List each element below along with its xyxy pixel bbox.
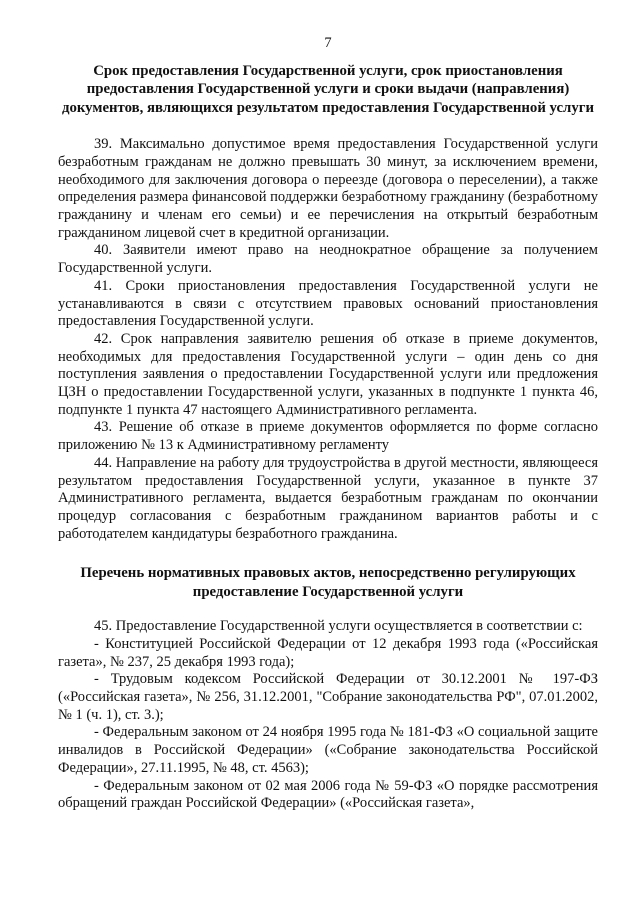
paragraph-40: 40. Заявители имеют право на неоднократное обращение за получением Государственной услуги. bbox=[58, 242, 598, 277]
list-item-disability-law: - Федеральным законом от 24 ноября 1995 года № 181-ФЗ «О социальной защите инвалидов в Российской Федерации» («Собрание законодательства Российской Федерации», 27.11.1995, № 48, ст. 4563); bbox=[58, 724, 598, 776]
list-item-appeals-law: - Федеральным законом от 02 мая 2006 года № 59-ФЗ «О порядке рассмотрения обращений граждан Российской Федерации» («Российская газета», bbox=[58, 777, 598, 812]
section-title-legal-acts: Перечень нормативных правовых актов, непосредственно регулирующих предоставление Государственной услуги bbox=[80, 565, 576, 600]
paragraph-43: 43. Решение об отказе в приеме документов оформляется по форме согласно приложению № 13 к Административному регламенту bbox=[58, 419, 598, 454]
page-number: 7 bbox=[324, 35, 332, 51]
paragraph-45: 45. Предоставление Государственной услуги осуществляется в соответствии с: bbox=[94, 618, 583, 635]
paragraph-42: 42. Срок направления заявителю решения об отказе в приеме документов, необходимых для предоставления Государственной услуги – один день со дня поступления заявления о предоставлении Государственной услуги или предложения ЦЗН о предоставлении Государственной услуги, указанных в подпункте 1 пункта 46, подпункте 1 пункта 47 настоящего Административного регламента. bbox=[58, 330, 598, 418]
document-page bbox=[58, 34, 598, 894]
list-item-labor-code: - Трудовым кодексом Российской Федерации от 30.12.2001 № 197-ФЗ («Российская газета», № 256, 31.12.2001, "Собрание законодательства РФ", 07.01.2002, № 1 (ч. 1), ст. 3.); bbox=[58, 671, 598, 723]
paragraph-44: 44. Направление на работу для трудоустройства в другой местности, являющееся результатом предоставления Государственной услуги, указанное в пункте 37 Административного регламента, выдается безработным гражданам по окончании процедур согласования с безработным гражданином вариантов работы и с работодателем кандидатуры безработного гражданина. bbox=[58, 454, 598, 542]
paragraph-39: 39. Максимально допустимое время предоставления Государственной услуги безработным гражданам не должно превышать 30 минут, за исключением времени, необходимого для заключения договора о переезде (договора о переселении), а также определения размера финансовой поддержки безработному гражданину (безработному гражданину и членам его семьи) и ее перечисления на открытый безработным гражданином лицевой счет в кредитной организации. bbox=[58, 136, 598, 241]
list-item-constitution: - Конституцией Российской Федерации от 12 декабря 1993 года («Российская газета», № 237, 25 декабря 1993 года); bbox=[58, 635, 598, 670]
paragraph-41: 41. Сроки приостановления предоставления Государственной услуги не устанавливаются в связи с отсутствием правовых оснований приостановления предоставления Государственной услуги. bbox=[58, 277, 598, 330]
section-title-deadlines: Срок предоставления Государственной услуги, срок приостановления предоставления Государственной услуги и сроки выдачи (направления) документов, являющихся результатом предоставления Государственной услуги bbox=[61, 63, 595, 116]
